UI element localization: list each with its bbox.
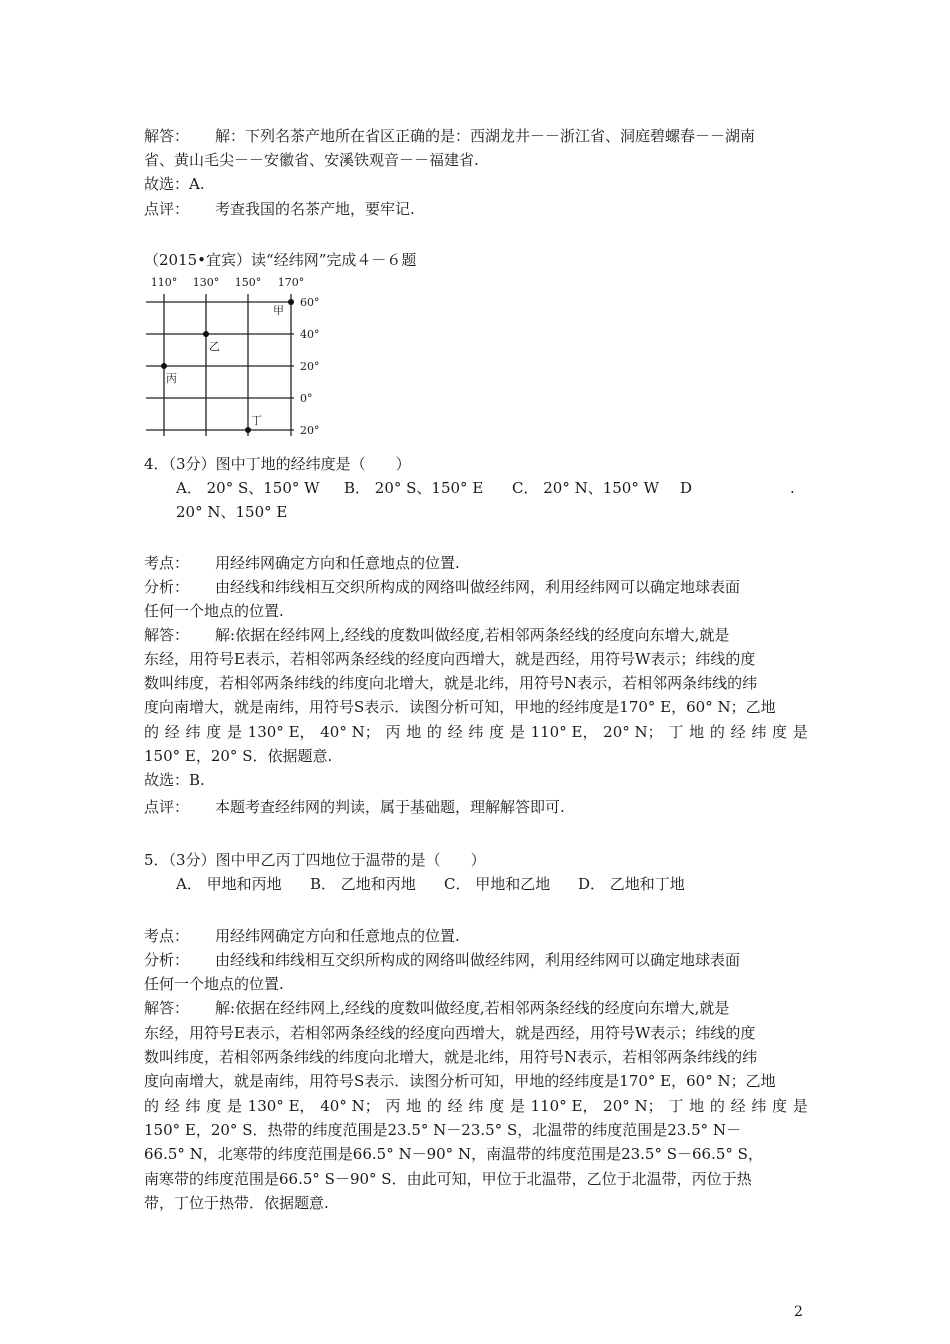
latitude-tick-label: 20° [300, 360, 320, 373]
q5-answer-line5-part: 130° E， [247, 1097, 315, 1115]
q5-answer-line5-part: 是 [226, 1097, 242, 1115]
q4-point [144, 551, 460, 575]
q5-answer-line5-part: 的 [709, 1097, 725, 1115]
grid-point-label: 丙 [166, 372, 177, 385]
q4-option-d-value: 20° N、150° E [176, 503, 288, 521]
q4-answer-line5 [144, 720, 808, 744]
q5-answer-line5-part: 经 [730, 1097, 746, 1115]
q4-comment [144, 795, 565, 819]
q5-answer-text1: 解:依据在经纬网上,经线的度数叫做经度,若相邻两条经线的经度向东增大,就是 [215, 999, 730, 1017]
longitude-tick-label: 150° [234, 276, 262, 289]
q4-point-text: 用经纬网确定方向和任意地点的位置. [215, 554, 460, 572]
q4-answer-line5-part: 纬 [468, 723, 484, 741]
q5-answer-line5 [144, 1094, 808, 1118]
q4-answer-line5-part: 经 [164, 723, 180, 741]
q5-answer-label: 解答： [144, 999, 190, 1017]
q5-answer-line4: 度向南增大，就是南纬，用符号S表示．读图分析可知，甲地的经纬度是170° E，60° N；乙地 [144, 1072, 776, 1090]
grid-point-marker [245, 427, 251, 433]
q5-point [144, 924, 460, 948]
q4-option-b: B． 20° S、150° E [344, 479, 484, 497]
q5-answer-line8: 南寒带的纬度范围是66.5° S－90° S．由此可知，甲位于北温带，乙位于北温带，丙位于热 [144, 1170, 752, 1188]
q4-answer-line5-part: 110° E， [530, 723, 598, 741]
q4-answer-line5-part: 经 [447, 723, 463, 741]
grid-point-label: 丁 [251, 414, 262, 427]
q5-answer-line5-part: 度 [772, 1097, 788, 1115]
grid-point-label: 乙 [209, 340, 220, 353]
q5-analysis-line2: 任何一个地点的位置. [144, 975, 284, 993]
q4-analysis-text1: 由经线和纬线相互交织所构成的网络叫做经纬网，利用经纬网可以确定地球表面 [215, 578, 741, 596]
longitude-tick-label: 170° [277, 276, 305, 289]
q4-answer-line5-part: 20° N； [603, 723, 663, 741]
q5-answer-line5-part: 的 [144, 1097, 160, 1115]
q4-answer-line5-part: 40° N； [320, 723, 380, 741]
q5-answer-line2: 东经，用符号E表示，若相邻两条经线的经度向西增大，就是西经，用符号W表示；纬线的度 [144, 1024, 756, 1042]
q4-answer-line1 [144, 623, 729, 647]
q4-answer-line5-part: 地 [689, 723, 705, 741]
q4-point-label: 考点： [144, 554, 190, 572]
latitude-tick-label: 20° [300, 424, 320, 437]
q5-stem: 5．（3分）图中甲乙丙丁四地位于温带的是（ ） [144, 851, 486, 869]
q4-answer-text1: 解:依据在经纬网上,经线的度数叫做经度,若相邻两条经线的经度向东增大,就是 [215, 626, 730, 644]
q5-answer-line5-part: 110° E， [530, 1097, 598, 1115]
q5-answer-line5-part: 地 [406, 1097, 422, 1115]
q5-answer-line5-part: 经 [164, 1097, 180, 1115]
lat-lon-grid-figure [144, 272, 334, 440]
latitude-tick-label: 0° [300, 392, 313, 405]
q4-answer-line5-part: 的 [144, 723, 160, 741]
q3-choice: 故选：A. [144, 175, 205, 193]
q4-answer-line2: 东经，用符号E表示，若相邻两条经线的经度向西增大，就是西经，用符号W表示；纬线的度 [144, 650, 756, 668]
q4-answer-line3: 数叫纬度，若相邻两条纬线的纬度向北增大，就是北纬，用符号N表示，若相邻两条纬线的纬 [144, 674, 758, 692]
q5-analysis-text1: 由经线和纬线相互交织所构成的网络叫做经纬网，利用经纬网可以确定地球表面 [215, 951, 741, 969]
q5-answer-line3: 数叫纬度，若相邻两条纬线的纬度向北增大，就是北纬，用符号N表示，若相邻两条纬线的纬 [144, 1048, 758, 1066]
grid-point-label: 甲 [273, 304, 284, 317]
grid-point-marker [161, 363, 167, 369]
q5-answer-line5-part: 地 [689, 1097, 705, 1115]
q4-stem: 4．（3分）图中丁地的经纬度是（ ） [144, 455, 411, 473]
q5-answer-line5-part: 40° N； [320, 1097, 380, 1115]
q5-answer-line6: 150° E，20° S．热带的纬度范围是23.5° N－23.5° S，北温带的纬度范围是23.5° N－ [144, 1121, 742, 1139]
q5-analysis-label: 分析： [144, 951, 190, 969]
q4-comment-text: 本题考查经纬网的判读，属于基础题，理解解答即可. [215, 798, 565, 816]
q4-answer-line5-part: 的 [709, 723, 725, 741]
q5-answer-line5-part: 经 [447, 1097, 463, 1115]
q4-analysis-line1 [144, 575, 740, 599]
longitude-tick-label: 130° [192, 276, 220, 289]
grid-point-marker [203, 331, 209, 337]
q4-answer-line5-part: 地 [406, 723, 422, 741]
q5-answer-line5-part: 丙 [385, 1097, 401, 1115]
q5-answer-line5-part: 20° N； [603, 1097, 663, 1115]
q3-answer-line1 [144, 124, 755, 148]
q5-point-text: 用经纬网确定方向和任意地点的位置. [215, 927, 460, 945]
q5-answer-line9: 带，丁位于热带．依据题意. [144, 1194, 329, 1212]
q5-option-a: A． 甲地和丙地 [176, 875, 282, 893]
latitude-tick-label: 40° [300, 328, 320, 341]
q5-option-b: B． 乙地和丙地 [310, 875, 416, 893]
q5-answer-line5-part: 的 [426, 1097, 442, 1115]
q4-answer-line5-part: 度 [489, 723, 505, 741]
q5-answer-line5-part: 度 [206, 1097, 222, 1115]
q4-option-c: C． 20° N、150° W [512, 479, 660, 497]
q3-comment-text: 考查我国的名茶产地，要牢记. [215, 200, 415, 218]
q4-answer-line5-part: 纬 [185, 723, 201, 741]
q5-option-c: C． 甲地和乙地 [444, 875, 551, 893]
q5-answer-line5-part: 纬 [185, 1097, 201, 1115]
page-number: 2 [794, 1304, 803, 1320]
q3-comment [144, 197, 415, 221]
q4-option-a: A． 20° S、150° W [176, 479, 320, 497]
q5-answer-line5-part: 是 [509, 1097, 525, 1115]
q4-answer-line5-part: 的 [426, 723, 442, 741]
q5-answer-line5-part: 纬 [751, 1097, 767, 1115]
q5-answer-line5-part: 是 [792, 1097, 808, 1115]
q4-answer-line5-part: 度 [772, 723, 788, 741]
q5-option-d: D． 乙地和丁地 [578, 875, 685, 893]
lat-lon-grid-svg [144, 272, 334, 440]
q4-answer-line5-part: 纬 [751, 723, 767, 741]
q4-answer-line5-part: 度 [206, 723, 222, 741]
q3-answer-line2: 省、黄山毛尖－－安徽省、安溪铁观音－－福建省. [144, 151, 479, 169]
q4-choice: 故选：B. [144, 771, 205, 789]
q4-answer-line5-part: 是 [792, 723, 808, 741]
q4-answer-line6: 150° E，20° S．依据题意. [144, 747, 333, 765]
q4-answer-line5-part: 是 [226, 723, 242, 741]
q4-option-d-dot: . [790, 479, 795, 497]
q5-analysis-line1 [144, 948, 740, 972]
q5-answer-line5-part: 丁 [668, 1097, 684, 1115]
grid-point-marker [288, 299, 294, 305]
q5-answer-line7: 66.5° N，北寒带的纬度范围是66.5° N－90° N，南温带的纬度范围是23.5° S－66.5° S， [144, 1145, 763, 1163]
q4-answer-line5-part: 130° E， [247, 723, 315, 741]
q4-answer-line4: 度向南增大，就是南纬，用符号S表示．读图分析可知，甲地的经纬度是170° E，60° N；乙地 [144, 698, 776, 716]
q5-point-label: 考点： [144, 927, 190, 945]
q3-answer-label: 解答： [144, 127, 190, 145]
q5-answer-line1 [144, 996, 729, 1020]
q4-answer-line5-part: 是 [509, 723, 525, 741]
q4-comment-label: 点评： [144, 798, 190, 816]
q3-answer-text: 解：下列名茶产地所在省区正确的是：西湖龙井－－浙江省、洞庭碧螺春－－湖南 [215, 127, 756, 145]
latitude-tick-label: 60° [300, 296, 320, 309]
q5-answer-line5-part: 纬 [468, 1097, 484, 1115]
q4-analysis-label: 分析： [144, 578, 190, 596]
q4-answer-line5-part: 经 [730, 723, 746, 741]
q3-comment-label: 点评： [144, 200, 190, 218]
q5-answer-line5-part: 度 [489, 1097, 505, 1115]
q4-answer-line5-part: 丁 [668, 723, 684, 741]
q4-analysis-line2: 任何一个地点的位置. [144, 602, 284, 620]
q4-option-d-letter: D [680, 479, 693, 497]
longitude-tick-label: 110° [150, 276, 178, 289]
q4-answer-line5-part: 丙 [385, 723, 401, 741]
q4-answer-label: 解答： [144, 626, 190, 644]
question-group-intro: （2015•宜宾）读“经纬网”完成４－６题 [144, 251, 417, 269]
